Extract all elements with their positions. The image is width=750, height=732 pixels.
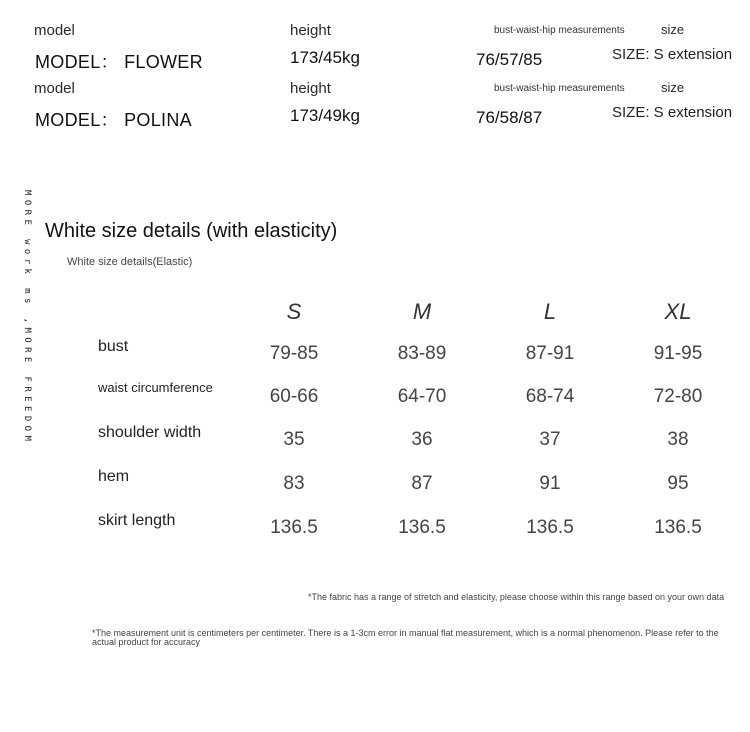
table-cell: 136.5 xyxy=(526,517,574,538)
table-cell: 83 xyxy=(283,473,305,494)
table-cell: 68-74 xyxy=(525,386,575,407)
table-cell: 87-91 xyxy=(525,343,575,364)
table-cell: 136.5 xyxy=(270,517,318,538)
header-size-l: L xyxy=(543,299,557,324)
fabric-note: *The fabric has a range of stretch and elasticity, please choose within this range based on your own data xyxy=(308,592,725,602)
model-label-2: model xyxy=(34,80,75,97)
model-name-2: MODEL： POLINA xyxy=(35,110,192,130)
model-measurements-2: 76/58/87 xyxy=(476,108,543,127)
table-cell: 87 xyxy=(411,473,433,494)
header-size-s: S xyxy=(286,299,302,324)
side-slogan: MORE work ms ,MORE FREEDOM xyxy=(22,190,32,446)
model-measurements-1: 76/57/85 xyxy=(476,50,543,69)
size-label-1: size xyxy=(661,22,685,37)
model-height-weight-1: 173/45kg xyxy=(290,48,360,67)
measure-label-1: bust-waist-hip measurements xyxy=(494,25,625,36)
measure-label-2: bust-waist-hip measurements xyxy=(494,83,625,94)
row-label-skirt-length: skirt length xyxy=(98,512,176,529)
section-subtitle: White size details(Elastic) xyxy=(67,256,193,268)
table-cell: 91 xyxy=(539,473,561,494)
table-row xyxy=(86,376,742,418)
row-label-shoulder: shoulder width xyxy=(98,424,202,441)
header-size-xl: XL xyxy=(664,299,692,324)
height-label-1: height xyxy=(290,22,331,39)
model-name-1: MODEL： FLOWER xyxy=(35,52,203,72)
table-cell: 136.5 xyxy=(654,517,702,538)
size-table xyxy=(86,292,742,550)
model-height-weight-2: 173/49kg xyxy=(290,106,360,125)
table-cell: 36 xyxy=(411,429,433,450)
header-size-m: M xyxy=(412,299,432,324)
table-cell: 136.5 xyxy=(398,517,446,538)
table-cell: 37 xyxy=(539,429,561,450)
table-cell: 95 xyxy=(667,473,689,494)
header-blank xyxy=(86,292,230,332)
size-header-row xyxy=(86,292,742,332)
table-cell: 38 xyxy=(667,429,689,450)
table-cell: 83-89 xyxy=(397,343,447,364)
table-row xyxy=(86,418,742,462)
table-cell: 64-70 xyxy=(397,386,447,407)
height-label-2: height xyxy=(290,80,331,97)
table-cell: 72-80 xyxy=(653,386,703,407)
model-size-1: SIZE: S extension xyxy=(612,46,733,63)
size-label-2: size xyxy=(661,80,685,95)
table-row xyxy=(86,332,742,376)
section-title: White size details (with elasticity) xyxy=(45,220,338,242)
row-label-hem: hem xyxy=(98,468,130,485)
model-size-2: SIZE: S extension xyxy=(612,104,733,121)
table-cell: 35 xyxy=(283,429,305,450)
measurement-note: *The measurement unit is centimeters per centimeter. There is a 1-3cm error in manual flat measurement, which is a normal phenomenon. Please refer to the actual product for accuracy xyxy=(92,628,719,647)
table-row xyxy=(86,506,742,550)
row-label-bust: bust xyxy=(98,338,129,355)
table-cell: 60-66 xyxy=(269,386,319,407)
table-cell: 79-85 xyxy=(269,343,319,364)
table-cell: 91-95 xyxy=(653,343,703,364)
table-row xyxy=(86,462,742,506)
model-label-1: model xyxy=(34,22,75,39)
row-label-waist: waist circumference xyxy=(98,380,213,395)
